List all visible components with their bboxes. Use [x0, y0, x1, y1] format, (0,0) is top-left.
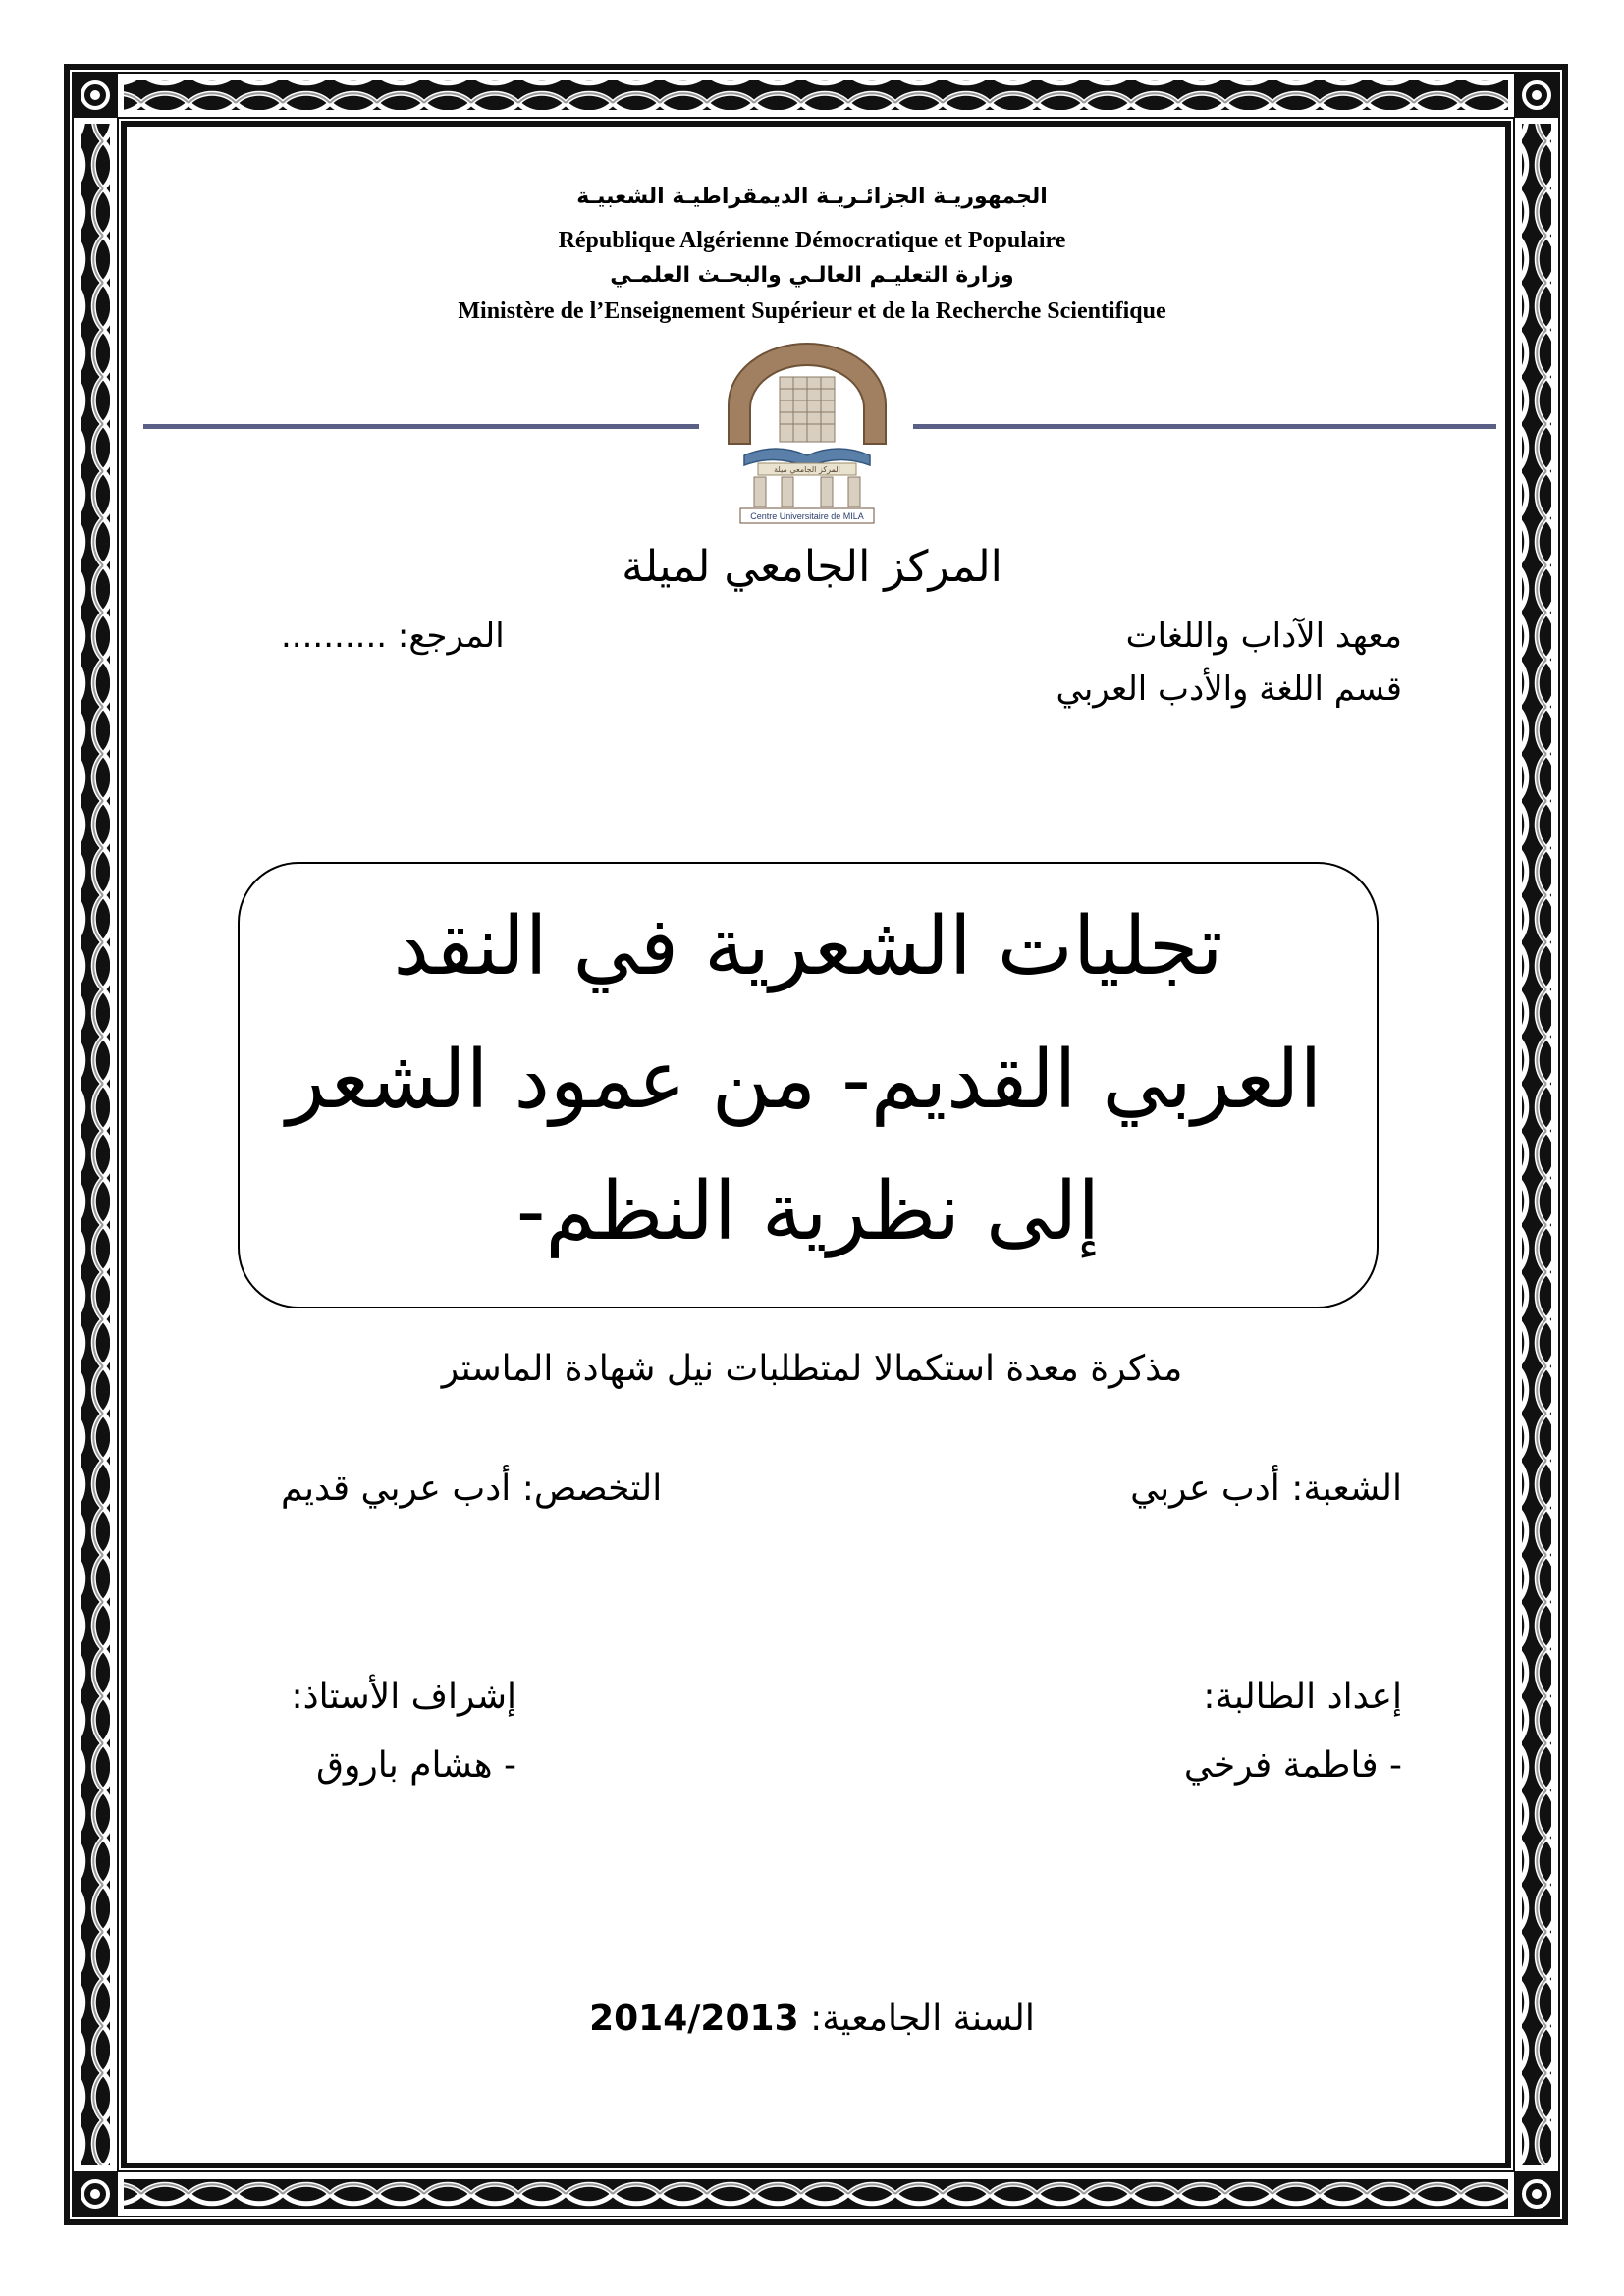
academic-year-label: السنة الجامعية: — [810, 1999, 1035, 2039]
student-name: - فاطمة فرخي — [1183, 1745, 1402, 1786]
thesis-subtitle: مذكرة معدة استكمالا لمتطلبات نيل شهادة الماستر — [441, 1349, 1183, 1389]
university-logo — [715, 336, 899, 526]
reference-number: المرجع: .......... — [281, 616, 505, 656]
republic-name-arabic: الجمهوريـة الجزائـريـة الديمقراطيـة الشعبيـة — [576, 185, 1048, 209]
institute-name: معهد الآداب واللغات — [1125, 616, 1402, 656]
center-name: المركز الجامعي لميلة — [622, 542, 1002, 592]
student-label: إعداد الطالبة: — [1203, 1677, 1402, 1717]
right-rule — [913, 424, 1496, 429]
branch-label: الشعبة: أدب عربي — [1130, 1468, 1402, 1509]
academic-year-value: 2014/2013 — [589, 1999, 799, 2039]
thesis-title-line-3: إلى نظرية النظم- — [515, 1165, 1101, 1258]
specialty-label: التخصص: أدب عربي قديم — [281, 1468, 663, 1509]
republic-name-french: République Algérienne Démocratique et Populaire — [558, 228, 1066, 253]
thesis-title-line-1: تجليات الشعرية في النقد — [393, 900, 1223, 993]
department-name: قسم اللغة والأدب العربي — [1056, 669, 1402, 709]
thesis-title-line-2: العربي القديم- من عمود الشعر — [286, 1034, 1323, 1127]
supervisor-label: إشراف الأستاذ: — [291, 1677, 516, 1717]
left-rule — [143, 424, 699, 429]
ministry-name-arabic: وزارة التعليـم العالـي والبحـث العلمـي — [610, 263, 1014, 288]
thesis-title-box — [238, 862, 1379, 1308]
academic-year — [393, 1999, 1231, 2039]
ministry-name-french: Ministère de l’Enseignement Supérieur et de la Recherche Scientifique — [458, 298, 1166, 324]
logo-caption: Centre Universitaire de MILA — [750, 511, 864, 521]
supervisor-name: - هشام باروق — [316, 1745, 516, 1786]
logo-banner-text: المركز الجامعي ميلة — [774, 465, 840, 474]
